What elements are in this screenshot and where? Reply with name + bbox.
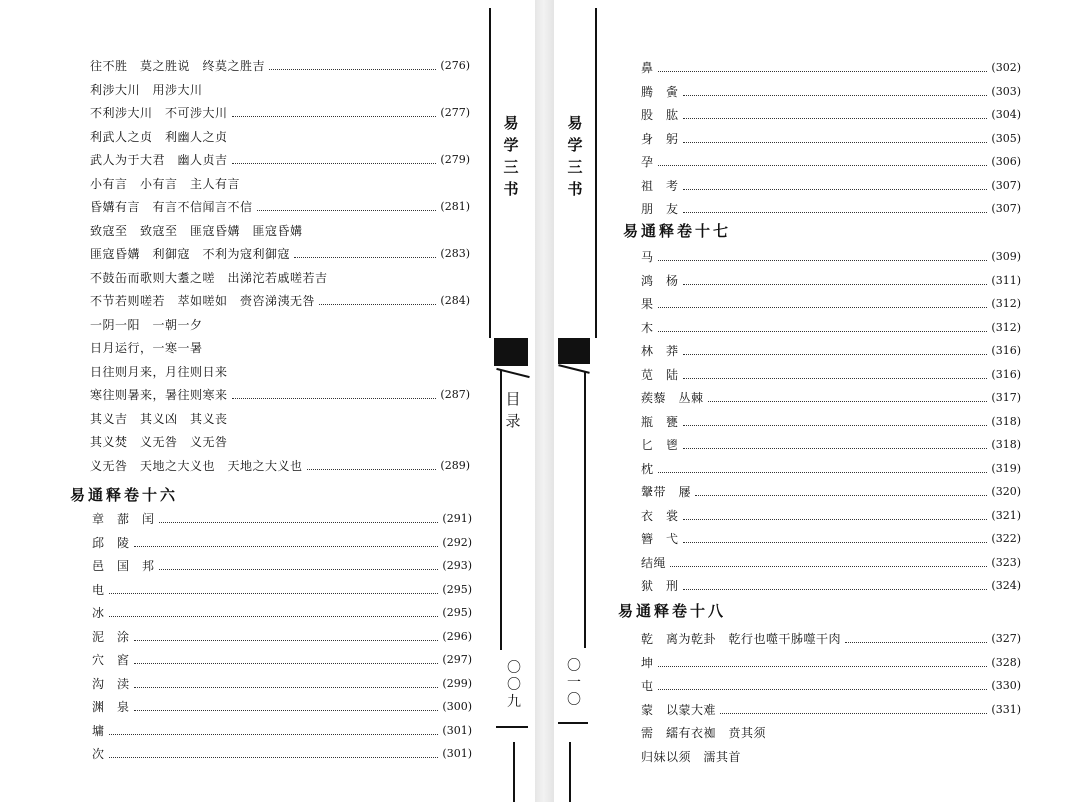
toc-entry bbox=[641, 81, 1021, 103]
page-number-vertical: 〇一〇 bbox=[567, 658, 581, 708]
toc-entry-title: 祖 考 bbox=[641, 178, 679, 193]
toc-entry bbox=[90, 55, 470, 77]
section-marker-block bbox=[494, 338, 528, 366]
toc-entry-title: 需 繻有衣袽 贲其须 bbox=[641, 726, 767, 740]
toc-entry-page: (297) bbox=[442, 653, 472, 666]
margin-rule-right bbox=[569, 742, 571, 802]
toc-entry-page: (330) bbox=[991, 679, 1021, 692]
toc-entry-title: 往不胜 莫之胜说 终莫之胜吉 bbox=[90, 59, 266, 73]
toc-entry-page: (284) bbox=[440, 294, 470, 307]
book-title-vertical: 易学三书 bbox=[567, 114, 583, 198]
dot-leader bbox=[658, 164, 988, 166]
dot-leader bbox=[109, 756, 439, 758]
dot-leader bbox=[319, 303, 436, 305]
toc-entry-page: (305) bbox=[991, 131, 1021, 145]
toc-entry-title: 穴 窞 bbox=[92, 653, 130, 667]
toc-entry-title: 匕 鬯 bbox=[641, 438, 679, 452]
page-number-vertical: 〇〇九 bbox=[507, 660, 521, 710]
toc-entry bbox=[92, 673, 472, 695]
margin-rule-right bbox=[584, 372, 586, 648]
page-number-rule bbox=[496, 726, 528, 728]
toc-entry bbox=[92, 555, 472, 577]
dot-leader bbox=[683, 377, 988, 379]
dot-leader bbox=[683, 188, 988, 190]
toc-entry-title: 衣 裳 bbox=[641, 508, 679, 523]
toc-entry-page: (331) bbox=[991, 702, 1021, 716]
toc-entry-page: (321) bbox=[991, 508, 1021, 522]
toc-entry-title: 木 bbox=[641, 320, 654, 335]
toc-entry-title: 昏媾有言 有言不信闻言不信 bbox=[90, 200, 253, 214]
toc-entry-title: 次 bbox=[92, 747, 105, 761]
toc-entry-page: (323) bbox=[991, 555, 1021, 569]
toc-entry bbox=[92, 696, 472, 718]
dot-leader bbox=[134, 545, 439, 547]
toc-entry bbox=[92, 532, 472, 554]
dot-leader bbox=[109, 592, 439, 594]
dot-leader bbox=[683, 211, 988, 213]
toc-entry bbox=[92, 602, 472, 624]
toc-entry-title: 邑 国 邦 bbox=[92, 559, 155, 573]
toc-entry-page: (319) bbox=[991, 461, 1021, 475]
dot-leader bbox=[257, 209, 437, 211]
dot-leader bbox=[232, 162, 437, 164]
toc-entry bbox=[92, 579, 472, 601]
dot-leader bbox=[232, 397, 437, 399]
toc-entry bbox=[641, 722, 1021, 744]
dot-leader bbox=[683, 447, 988, 449]
toc-entry bbox=[641, 411, 1021, 433]
dot-leader bbox=[845, 641, 987, 643]
dot-leader bbox=[658, 306, 988, 308]
toc-entry-title: 簪 弋 bbox=[641, 532, 679, 546]
dot-leader bbox=[159, 568, 439, 570]
toc-entry-page: (299) bbox=[442, 676, 472, 690]
toc-entry-title: 日月运行，一寒一暑 bbox=[90, 341, 203, 355]
toc-entry bbox=[90, 408, 470, 430]
dot-leader bbox=[683, 424, 988, 426]
left-page bbox=[0, 0, 535, 802]
toc-entry-title: 义无咎 天地之大义也 天地之大义也 bbox=[90, 458, 303, 473]
toc-entry bbox=[641, 364, 1021, 386]
dot-leader bbox=[134, 662, 439, 664]
toc-entry-title: 泥 涂 bbox=[92, 629, 130, 644]
toc-entry-title: 屯 bbox=[641, 679, 654, 693]
dot-leader bbox=[658, 330, 988, 332]
toc-entry bbox=[641, 528, 1021, 550]
toc-entry bbox=[92, 649, 472, 671]
dot-leader bbox=[720, 712, 987, 714]
volume-heading: 易通释卷十七 bbox=[623, 222, 732, 240]
toc-entry-page: (322) bbox=[991, 532, 1021, 545]
toc-entry bbox=[641, 505, 1021, 527]
toc-entry-page: (307) bbox=[991, 202, 1021, 215]
toc-entry-page: (292) bbox=[442, 535, 472, 549]
dot-leader bbox=[683, 588, 988, 590]
toc-entry-title: 鸿 杨 bbox=[641, 273, 679, 288]
dot-leader bbox=[134, 639, 439, 641]
toc-entry-page: (277) bbox=[440, 106, 470, 119]
toc-entry-page: (295) bbox=[442, 606, 472, 619]
dot-leader bbox=[683, 518, 988, 520]
dot-leader bbox=[134, 709, 439, 711]
toc-entry bbox=[641, 340, 1021, 362]
margin-rule-left bbox=[500, 370, 502, 650]
toc-entry bbox=[641, 675, 1021, 697]
toc-entry-page: (300) bbox=[442, 700, 472, 713]
toc-entry bbox=[641, 458, 1021, 480]
toc-entry-title: 电 bbox=[92, 582, 105, 597]
toc-entry-title: 章 蔀 闰 bbox=[92, 512, 155, 526]
toc-entry bbox=[641, 317, 1021, 339]
toc-entry-title: 股 肱 bbox=[641, 108, 679, 122]
toc-entry-page: (320) bbox=[991, 485, 1021, 498]
toc-entry bbox=[92, 743, 472, 765]
toc-entry-title: 狱 刑 bbox=[641, 579, 679, 593]
volume-heading: 易通释卷十六 bbox=[70, 486, 179, 504]
toc-entry-title: 邱 陵 bbox=[92, 535, 130, 550]
toc-entry-title: 果 bbox=[641, 297, 654, 311]
dot-leader bbox=[683, 353, 988, 355]
toc-entry-title: 不鼓缶而歌则大耋之嗟 出涕沱若戚嗟若吉 bbox=[90, 270, 328, 285]
toc-entry-title: 瓶 甕 bbox=[641, 414, 679, 429]
toc-entry-page: (304) bbox=[991, 108, 1021, 121]
toc-entry-title: 马 bbox=[641, 250, 654, 264]
toc-entry bbox=[90, 173, 470, 195]
toc-entry-title: 身 躬 bbox=[641, 131, 679, 146]
toc-entry bbox=[641, 746, 1021, 768]
toc-entry bbox=[90, 149, 470, 171]
toc-entry-page: (303) bbox=[991, 84, 1021, 98]
toc-entry bbox=[641, 104, 1021, 126]
dot-leader bbox=[134, 686, 439, 688]
toc-entry-page: (317) bbox=[991, 391, 1021, 404]
toc-entry-title: 沟 渎 bbox=[92, 676, 130, 691]
toc-entry-title: 日往则月来，月往则日来 bbox=[90, 364, 228, 379]
dot-leader bbox=[658, 70, 988, 72]
toc-entry-page: (301) bbox=[442, 723, 472, 737]
toc-entry-title: 武人为于大君 幽人贞吉 bbox=[90, 153, 228, 167]
toc-entry-title: 渊 泉 bbox=[92, 700, 130, 714]
toc-entry-page: (309) bbox=[991, 250, 1021, 263]
dot-leader bbox=[695, 494, 987, 496]
toc-entry-page: (328) bbox=[991, 655, 1021, 669]
section-marker-block bbox=[558, 338, 590, 364]
dot-leader bbox=[683, 94, 988, 96]
toc-entry bbox=[641, 270, 1021, 292]
toc-entry-title: 蒙 以蒙大难 bbox=[641, 702, 717, 717]
toc-entry-title: 坤 bbox=[641, 655, 654, 670]
margin-rule-left bbox=[513, 742, 515, 802]
dot-leader bbox=[683, 541, 988, 543]
book-title-vertical: 易学三书 bbox=[503, 114, 519, 198]
toc-entry-page: (301) bbox=[442, 747, 472, 760]
toc-entry bbox=[641, 652, 1021, 674]
toc-entry-page: (307) bbox=[991, 178, 1021, 192]
toc-entry bbox=[641, 198, 1021, 220]
toc-entry-page: (296) bbox=[442, 629, 472, 643]
toc-entry-page: (327) bbox=[991, 632, 1021, 645]
dot-leader bbox=[658, 471, 988, 473]
toc-entry-page: (311) bbox=[991, 273, 1021, 287]
toc-entry bbox=[641, 699, 1021, 721]
toc-entry bbox=[641, 552, 1021, 574]
dot-leader bbox=[109, 615, 439, 617]
volume-heading: 易通释卷十八 bbox=[618, 602, 727, 620]
toc-entry-title: 朋 友 bbox=[641, 202, 679, 216]
toc-entry bbox=[641, 175, 1021, 197]
toc-entry-title: 苋 陆 bbox=[641, 367, 679, 382]
toc-entry-title: 鼻 bbox=[641, 61, 654, 75]
toc-entry bbox=[90, 220, 470, 242]
toc-entry-title: 其义吉 其义凶 其义丧 bbox=[90, 411, 228, 426]
margin-rule-right bbox=[595, 8, 597, 338]
toc-entry-title: 孕 bbox=[641, 155, 654, 169]
toc-entry bbox=[641, 434, 1021, 456]
toc-entry-page: (312) bbox=[991, 320, 1021, 334]
toc-entry bbox=[92, 626, 472, 648]
toc-entry bbox=[641, 151, 1021, 173]
dot-leader bbox=[658, 259, 988, 261]
toc-entry bbox=[641, 293, 1021, 315]
dot-leader bbox=[708, 400, 988, 402]
toc-entry bbox=[641, 481, 1021, 503]
toc-entry bbox=[90, 361, 470, 383]
toc-entry-title: 鞶带 屦 bbox=[641, 485, 692, 499]
toc-entry-page: (287) bbox=[440, 388, 470, 401]
toc-entry-title: 林 莽 bbox=[641, 344, 679, 358]
book-gutter bbox=[535, 0, 554, 802]
toc-entry bbox=[90, 455, 470, 477]
toc-entry-title: 利武人之贞 利幽人之贞 bbox=[90, 129, 228, 144]
toc-entry-title: 寒往则暑来，暑往则寒来 bbox=[90, 388, 228, 402]
toc-entry-title: 乾 离为乾卦 乾行也噬干胏噬干肉 bbox=[641, 632, 842, 646]
dot-leader bbox=[658, 688, 988, 690]
dot-leader bbox=[670, 565, 987, 567]
toc-entry-page: (295) bbox=[442, 582, 472, 596]
toc-entry bbox=[90, 384, 470, 406]
toc-entry bbox=[90, 243, 470, 265]
toc-entry-page: (324) bbox=[991, 579, 1021, 592]
toc-entry bbox=[641, 128, 1021, 150]
toc-entry-page: (281) bbox=[440, 200, 470, 213]
toc-entry bbox=[90, 314, 470, 336]
toc-entry bbox=[90, 102, 470, 124]
toc-entry bbox=[92, 720, 472, 742]
toc-entry-title: 腾 夤 bbox=[641, 84, 679, 99]
dot-leader bbox=[307, 468, 437, 470]
section-marker-rule bbox=[558, 364, 590, 374]
toc-entry-title: 蒺藜 丛棘 bbox=[641, 391, 704, 405]
toc-entry-title: 冰 bbox=[92, 606, 105, 620]
toc-entry bbox=[641, 628, 1021, 650]
dot-leader bbox=[159, 521, 439, 523]
toc-entry bbox=[641, 575, 1021, 597]
toc-entry-title: 小有言 小有言 主人有言 bbox=[90, 176, 241, 191]
toc-entry-title: 其义焚 义无咎 义无咎 bbox=[90, 435, 228, 449]
section-label-vertical: 目录 bbox=[505, 390, 521, 430]
toc-entry-title: 墉 bbox=[92, 723, 105, 738]
toc-entry-title: 一阴一阳 一朝一夕 bbox=[90, 317, 203, 332]
dot-leader bbox=[109, 733, 439, 735]
toc-entry-title: 枕 bbox=[641, 461, 654, 476]
toc-entry-page: (316) bbox=[991, 367, 1021, 381]
toc-entry-title: 归妹以须 濡其首 bbox=[641, 749, 742, 764]
toc-entry-title: 不利涉大川 不可涉大川 bbox=[90, 106, 228, 120]
toc-entry-page: (276) bbox=[440, 59, 470, 72]
toc-entry bbox=[641, 57, 1021, 79]
toc-entry bbox=[90, 290, 470, 312]
toc-entry-page: (316) bbox=[991, 344, 1021, 357]
dot-leader bbox=[658, 665, 988, 667]
toc-entry-page: (306) bbox=[991, 155, 1021, 168]
toc-entry-page: (312) bbox=[991, 297, 1021, 310]
toc-entry-page: (318) bbox=[991, 438, 1021, 451]
toc-entry bbox=[90, 79, 470, 101]
toc-entry-page: (279) bbox=[440, 153, 470, 166]
dot-leader bbox=[683, 283, 988, 285]
dot-leader bbox=[683, 141, 988, 143]
right-page bbox=[554, 0, 1080, 802]
toc-entry-title: 结绳 bbox=[641, 555, 667, 570]
toc-entry-page: (293) bbox=[442, 559, 472, 572]
toc-entry bbox=[641, 246, 1021, 268]
toc-entry bbox=[90, 196, 470, 218]
toc-entry-title: 不节若则嗟若 萃如嗟如 赍咨涕洟无咎 bbox=[90, 294, 316, 308]
toc-entry-title: 匪寇昏媾 利御寇 不利为寇利御寇 bbox=[90, 247, 291, 261]
toc-entry bbox=[90, 126, 470, 148]
toc-entry-title: 致寇至 致寇至 匪寇昏媾 匪寇昏媾 bbox=[90, 223, 303, 238]
toc-entry bbox=[90, 431, 470, 453]
page-number-rule bbox=[558, 722, 588, 724]
toc-entry-page: (318) bbox=[991, 414, 1021, 428]
toc-entry bbox=[90, 337, 470, 359]
toc-entry-title: 利涉大川 用涉大川 bbox=[90, 82, 203, 97]
dot-leader bbox=[232, 115, 437, 117]
toc-entry-page: (302) bbox=[991, 61, 1021, 74]
toc-entry-page: (291) bbox=[442, 512, 472, 525]
toc-entry bbox=[641, 387, 1021, 409]
dot-leader bbox=[269, 68, 436, 70]
dot-leader bbox=[683, 117, 988, 119]
toc-entry-page: (289) bbox=[440, 458, 470, 472]
dot-leader bbox=[294, 256, 436, 258]
toc-entry-page: (283) bbox=[440, 247, 470, 260]
toc-entry bbox=[92, 508, 472, 530]
margin-rule-left bbox=[489, 8, 491, 338]
toc-entry bbox=[90, 267, 470, 289]
